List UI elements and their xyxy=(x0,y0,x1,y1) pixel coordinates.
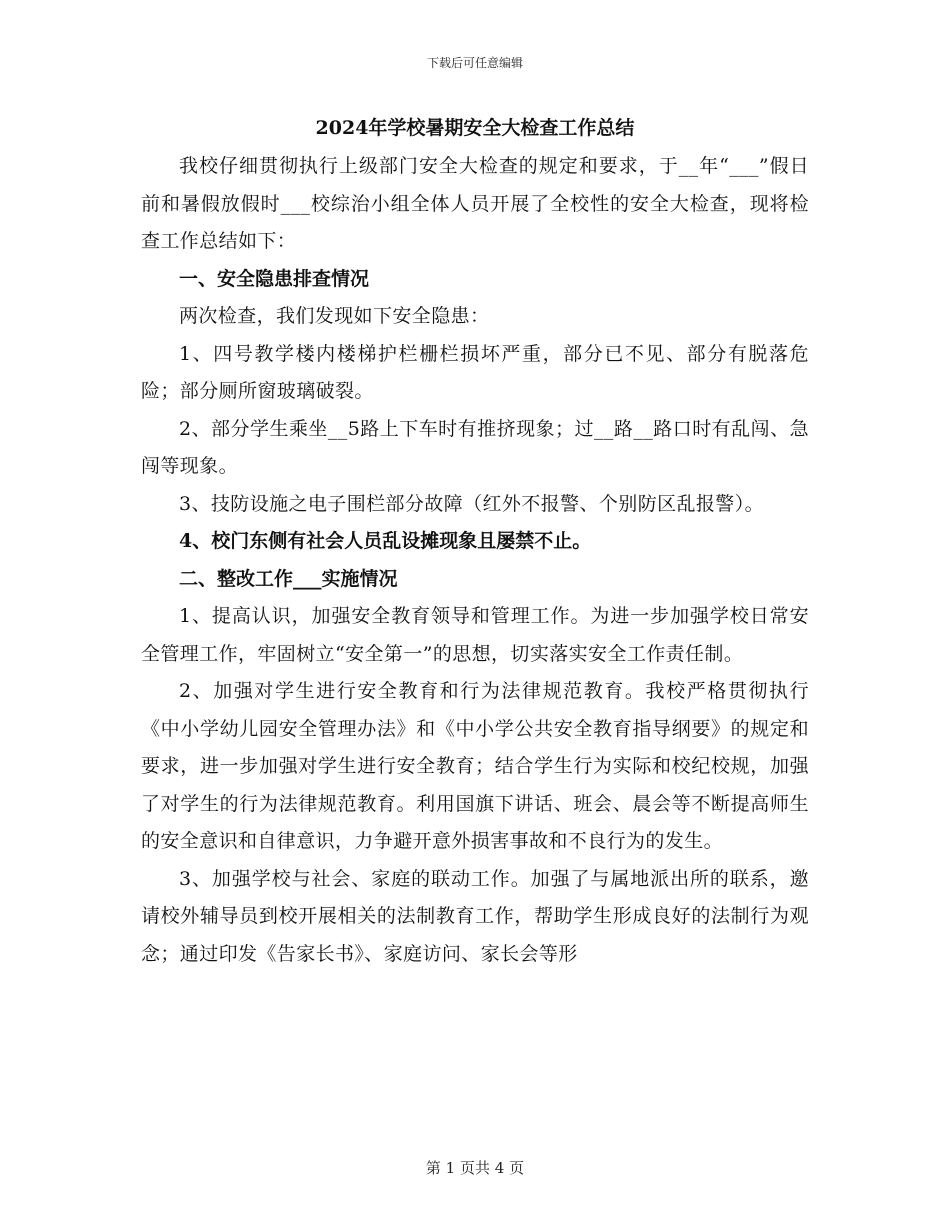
document-body xyxy=(141,114,809,973)
page-footer: 第 1 页共 4 页 xyxy=(425,1159,525,1177)
rectification-item-2: 2、加强对学生进行安全教育和行为法律规范教育。我校严格贯彻执行《中小学幼儿园安全管理办法》和《中小学公共安全教育指导纲要》的规定和要求，进一步加强对学生进行安全教育；结合学生行为实际和校纪校规，加强了对学生的行为法律规范教育。利用国旗下讲话、班会、晨会等不断提高师生的安全意识和自律意识，力争避开意外损害事故和不良行为的发生。 xyxy=(141,680,809,852)
section-heading-1: 一、安全隐患排查情况 xyxy=(179,267,370,290)
page-header: 下载后可任意编辑 xyxy=(426,56,523,70)
section-heading-2: 二、整改工作___实施情况 xyxy=(179,567,398,590)
document-title: 2024年学校暑期安全大检查工作总结 xyxy=(315,117,635,139)
section1-lead: 两次检查，我们发现如下安全隐患： xyxy=(179,305,490,327)
hazard-item-3: 3、技防设施之电子围栏部分故障（红外不报警、个别防区乱报警）。 xyxy=(179,492,764,515)
rectification-item-3: 3、加强学校与社会、家庭的联动工作。加强了与属地派出所的联系，邀请校外辅导员到校开展相关的法制教育工作，帮助学生形成良好的法制行为观念；通过印发《告家长书》、家庭访问、家长会等形 xyxy=(141,867,809,965)
rectification-item-1: 1、提高认识，加强安全教育领导和管理工作。为进一步加强学校日常安全管理工作，牢固树立“安全第一”的思想，切实落实安全工作责任制。 xyxy=(141,605,809,665)
hazard-item-2: 2、部分学生乘坐__5路上下车时有推挤现象；过__路__路口时有乱闯、急闯等现象。 xyxy=(141,417,809,477)
intro-paragraph: 我校仔细贯彻执行上级部门安全大检查的规定和要求，于__年“___”假日前和暑假放假时___校综治小组全体人员开展了全校性的安全大检查，现将检查工作总结如下： xyxy=(141,155,809,252)
hazard-item-4: 4、校门东侧有社会人员乱设摊现象且屡禁不止。 xyxy=(179,530,592,552)
hazard-item-1: 1、四号教学楼内楼梯护栏栅栏损坏严重，部分已不见、部分有脱落危险；部分厕所窗玻璃破裂。 xyxy=(141,342,809,402)
